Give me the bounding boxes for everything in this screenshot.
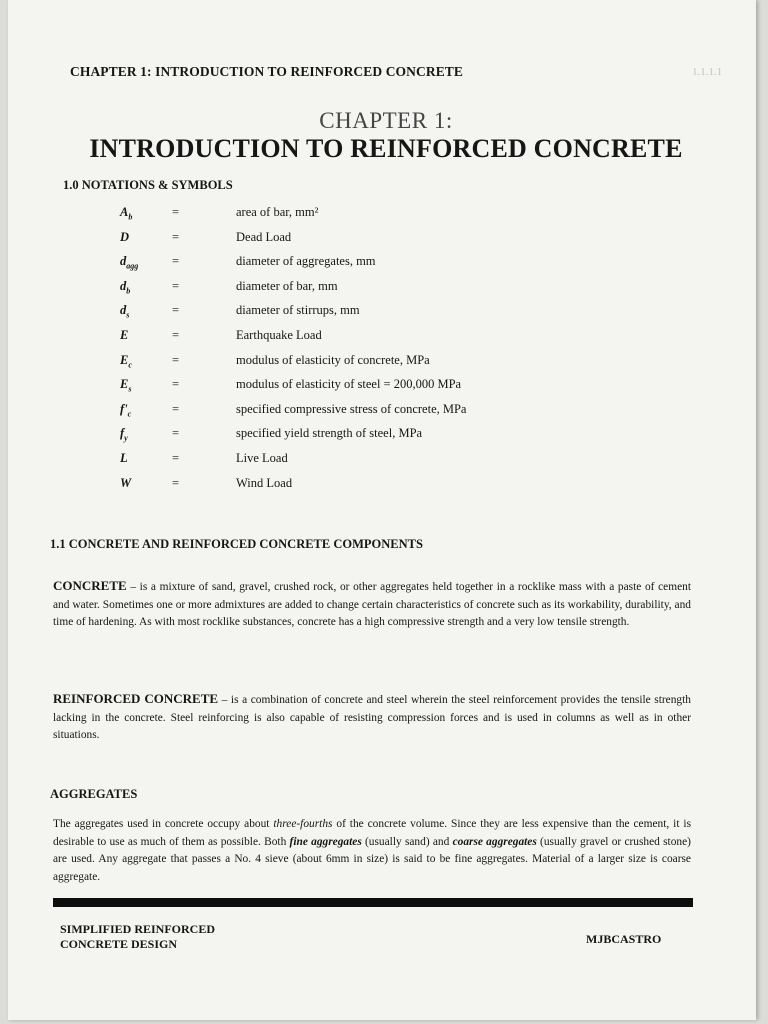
notation-definition: Live Load xyxy=(236,450,288,465)
equals-sign: = xyxy=(172,426,180,441)
chapter-title: INTRODUCTION TO REINFORCED CONCRETE xyxy=(89,134,683,163)
notation-definition: Wind Load xyxy=(236,475,293,490)
notation-definition: modulus of elasticity of concrete, MPa xyxy=(236,352,430,367)
aggregates-emphasis: fine aggregates xyxy=(289,835,362,848)
footer-line: SIMPLIFIED REINFORCED xyxy=(60,922,216,936)
notation-symbol: $d_s$ xyxy=(120,303,130,320)
aggregates-paragraph xyxy=(53,816,691,886)
footer-author: MJBCASTRO xyxy=(586,932,662,946)
reinforced-concrete-text: – is a combination of concrete and steel wherein the steel reinforcement provides the tensile strength lacking in the concrete. Steel reinforcing is also capable of resisting compression forces and is used in columns as well as in other situations. xyxy=(53,694,691,742)
notation-definition: area of bar, mm² xyxy=(236,205,319,219)
footer-rule xyxy=(53,898,693,907)
running-header: CHAPTER 1: INTRODUCTION TO REINFORCED CONCRETE xyxy=(70,64,464,79)
footer-book-title xyxy=(60,922,215,952)
notation-symbol: $f_y$ xyxy=(120,426,128,443)
aggregates-text: (usually sand) and xyxy=(361,835,453,848)
notation-symbol: D xyxy=(120,229,130,244)
notation-symbol: L xyxy=(120,450,128,465)
notation-symbol: $d_b$ xyxy=(120,278,131,296)
section-1-1-heading: 1.1 CONCRETE AND REINFORCED CONCRETE COMPONENTS xyxy=(50,537,423,551)
notation-definition: specified yield strength of steel, MPa xyxy=(236,426,423,441)
equals-sign: = xyxy=(172,205,180,219)
equals-sign: = xyxy=(172,401,180,416)
notation-symbol: W xyxy=(120,475,132,490)
notation-symbol: $f'_c$ xyxy=(120,401,132,419)
notation-definition: diameter of aggregates, mm xyxy=(236,254,376,269)
notation-definition: specified compressive stress of concrete, MPa xyxy=(236,401,467,416)
equals-sign: = xyxy=(172,303,180,318)
equals-sign: = xyxy=(172,475,180,490)
aggregates-heading: AGGREGATES xyxy=(50,787,138,801)
notation-definition: diameter of bar, mm xyxy=(236,278,338,293)
equals-sign: = xyxy=(172,377,180,392)
aggregates-text: The aggregates used in concrete occupy about xyxy=(53,818,274,830)
aggregates-text: (usually gravel or crushed stone) are used. Any aggregate that passes a No. 4 sieve (about 6mm in size) is said to be fine aggregates. Material of a larger size is coarse aggregate. xyxy=(53,835,691,883)
equals-sign: = xyxy=(172,229,180,244)
footer-line: CONCRETE DESIGN xyxy=(60,937,178,951)
concrete-text: – is a mixture of sand, gravel, crushed rock, or other aggregates held together in a rocklike mass with a paste of cement and water. Sometimes one or more admixtures are added to change certain characteristics of concrete such as its workability, durability, and time of hardening. As with most rocklike substances, concrete has a high compressive strength and a very low tensile strength. xyxy=(53,581,691,629)
page-mark: 1.1.1.1 xyxy=(692,66,723,78)
aggregates-text: of the concrete volume. Since they are less expensive than the cement, it is desirable to use as much of them as possible. Both xyxy=(53,818,692,848)
equals-sign: = xyxy=(172,254,180,269)
notations-heading: 1.0 NOTATIONS & SYMBOLS xyxy=(63,178,233,192)
aggregates-emphasis: three-fourths xyxy=(273,818,333,830)
notation-definition: Dead Load xyxy=(236,229,292,244)
notation-symbol: $A_b$ xyxy=(120,205,133,222)
chapter-number: CHAPTER 1: xyxy=(319,108,453,133)
equals-sign: = xyxy=(172,278,180,293)
notation-symbol: $E_c$ xyxy=(120,352,132,370)
equals-sign: = xyxy=(172,352,180,367)
equals-sign: = xyxy=(172,450,180,465)
notation-definition: diameter of stirrups, mm xyxy=(236,303,360,318)
reinforced-concrete-paragraph xyxy=(53,690,691,745)
concrete-paragraph xyxy=(53,577,691,632)
aggregates-emphasis: coarse aggregates xyxy=(452,835,537,848)
notation-symbol: E xyxy=(120,327,129,342)
notation-symbol: $d_{agg}$ xyxy=(120,254,139,271)
document-page xyxy=(8,0,756,1020)
reinforced-concrete-term: REINFORCED CONCRETE xyxy=(53,691,219,706)
notation-symbol: $E_s$ xyxy=(120,377,132,394)
notation-definition: Earthquake Load xyxy=(236,327,322,342)
notation-definition: modulus of elasticity of steel = 200,000 MPa xyxy=(236,377,462,392)
equals-sign: = xyxy=(172,327,180,342)
concrete-term: CONCRETE xyxy=(53,578,127,593)
